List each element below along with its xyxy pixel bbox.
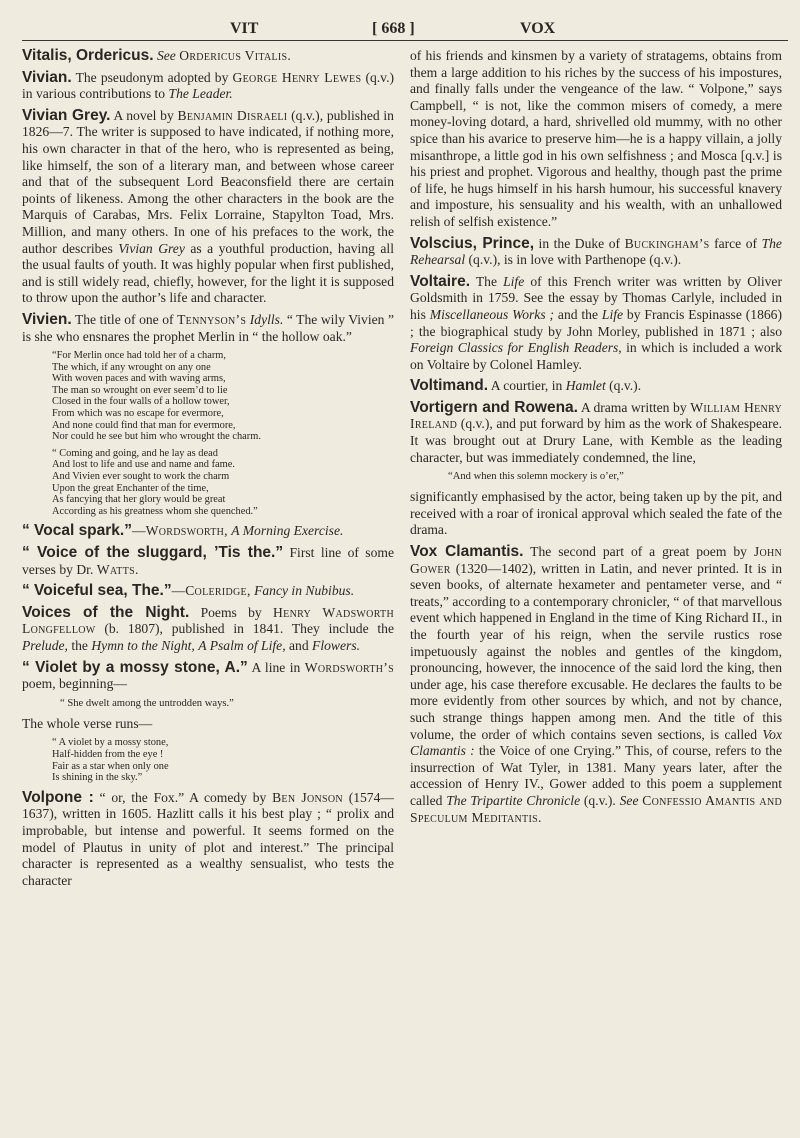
see-label: See [156, 48, 176, 63]
work-title: A Morning Exercise. [231, 523, 344, 539]
entry-volpone-continued: of his friends and kinsmen by a variety of stratagems, obtains from them a large addition to his riches by the success of his impostures, and finally falls under the vengeance of the law. “ Volpone,” says Campbell, “ is not, like the common misers of comedy, a mere money-loving dotard, a hard, shrivelled old mummy, with no other spice than his avarice to preserve him—he is a happy villain, a jolly misanthrope, a little god in his own selfishness ; and Mosca [q.v.] is his priest and prophet. Vigorous and healthy, though past the prime of life, he hugs himself in his harsh humour, his successful knavery and imposture, his sensuality and his wealth, with an unhallowed relish of selfish existence.” [410, 48, 782, 229]
entry-text: A novel by [113, 107, 174, 123]
entry-text: (b. 1807), published in 1841. They include the [104, 621, 394, 637]
author-name: Buckingham’s [624, 235, 710, 251]
verse-line: And Vivien ever sought to work the charm [52, 471, 230, 483]
headword: Voices of the Night. [22, 603, 190, 621]
verse-line: Half-hidden from the eye ! [52, 748, 164, 760]
headword: Vivian. [22, 68, 72, 86]
author-name: Wordsworth, [145, 523, 228, 539]
entry-vitalis [22, 48, 394, 65]
work-title: The Leader. [168, 86, 233, 102]
verse-line: From which was no escape for evermore, [52, 408, 224, 420]
verse-line: The man so wrought on ever seem’d to lie [52, 384, 228, 396]
entry-text: (1574—1637), written in 1605. Hazlitt calls it his best play ; “ prolix and improbable, but intense and powerful. It seems formed on the model of Plautus in unity of plot and interest.” The principal character is represented as a wealthy sensualist, who tests the character [22, 789, 394, 888]
entry-voiceful-sea [22, 583, 394, 600]
entry-violet [22, 660, 394, 693]
headword: “ Vocal spark.” [22, 522, 132, 540]
entry-text: as a youthful production, having all the usual faults of youth. It was highly popular when first published, and is still widely read, chiefly, however, for the light it is supposed to throw upon the author’s life and character. [22, 240, 394, 306]
author-name: Ben Jonson [272, 789, 343, 805]
entry-text: (q.v.), published in 1826—7. The writer is supposed to have indicated, if nothing more, his own character in that of the hero, who is represented as being, like himself, the son of a literary man, and between whose career and that of the subsequent Lord Beaconsfield there are certain points of likeness. Among the other characters in the book are the Marquis of Carabas, Mrs. Felix Lorraine, Stapylton Toad, Mrs. Million, and many others. In one of his prefaces to the work, the author describes [22, 107, 394, 256]
work-title: Fancy in Nubibus. [254, 583, 355, 599]
right-column [410, 48, 782, 831]
headword: Volpone : [22, 788, 94, 806]
verse-line: And none could find that man for evermore, [52, 419, 236, 431]
headword: “ Voice of the sluggard, ’Tis the.” [22, 544, 284, 561]
entry-voltaire [410, 274, 782, 374]
entry-volpone [22, 790, 394, 890]
work-title: Flowers. [312, 637, 361, 653]
work-title: Miscellaneous Works ; [429, 306, 555, 322]
entry-text: and the [557, 306, 599, 322]
verse-line: Fair as a star when only one [52, 760, 169, 772]
entry-text: the [71, 637, 88, 653]
work-title: Prelude, [22, 637, 68, 653]
see-label: See [619, 792, 639, 808]
verse-quotation [52, 350, 394, 517]
entry-text: “ The wily Vivien ” is she who ensnares the prophet Merlin in “ the hollow oak.” [22, 311, 394, 344]
entry-text: The [475, 273, 497, 289]
verse-line: According as his greatness whom she quenched.” [52, 505, 258, 517]
verse-line: The which, if any wrought on any one [52, 361, 211, 373]
dash: — [171, 583, 186, 599]
entry-text: in which is included a work on Voltaire by Colonel Hamley. [410, 340, 782, 372]
entry-voices-night [22, 605, 394, 655]
verse-line: With woven paces and with waving arms, [52, 373, 226, 385]
entry-text: by Francis Espinasse (1866) ; the biographical study by John Morley, published in 1871 ; also [410, 306, 782, 339]
entry-text: A courtier, in [490, 378, 563, 394]
dash: — [131, 523, 146, 539]
work-title: Foreign Classics for English Readers, [410, 340, 622, 356]
entry-text: A drama written by [580, 399, 687, 415]
cross-reference: Confessio Amantis and Speculum Meditantis. [410, 792, 782, 825]
verse-line: Nor could he see but him who wrought the charm. [52, 431, 261, 443]
entry-text: (q.v.). [583, 792, 616, 808]
entry-vivien [22, 312, 394, 345]
running-header [0, 10, 800, 44]
entry-text: significantly emphasised by the actor, being taken up by the pit, and received with a roar of ironical approval which sealed the fate of the drama. [410, 489, 782, 538]
entry-text: the Voice of one Crying.” This, of course, refers to the insurrection of Wat Tyler, in 1381. Many years later, after the accession of Henry IV., Gower added to this poem a supplement called [410, 743, 782, 808]
quoted-line: “And when this solemn mockery is o’er,” [448, 471, 624, 483]
entry-voltimand [410, 378, 782, 395]
work-title: The Rehearsal [410, 235, 782, 268]
author-name: John Gower [410, 544, 783, 576]
author-name: Tennyson’s [177, 311, 247, 327]
work-title: The Tripartite Chronicle [446, 792, 581, 808]
entry-vivian [22, 70, 394, 103]
verse-line: Closed in the four walls of a hollow tower, [52, 396, 230, 408]
author-name: William Henry Ireland [410, 399, 783, 432]
headword: “ Violet by a mossy stone, A.” [22, 658, 248, 676]
entry-text: The whole verse runs— [22, 715, 153, 731]
entry-volscius [410, 236, 782, 269]
entry-text: of this French writer was written by Oliver Goldsmith in 1759. See the essay by Thomas Carlyle, included in his [410, 273, 782, 322]
entry-text: The pseudonym adopted by [75, 69, 229, 85]
author-name: George Henry Lewes [232, 69, 362, 85]
entry-text: (q.v.). [609, 378, 642, 394]
work-title: Idylls. [249, 311, 284, 327]
work-title: Life [503, 273, 525, 289]
entry-text: (q.v.) in various contributions to [22, 69, 394, 102]
entry-text: in the Duke of [538, 235, 621, 251]
page-number: [ 668 ] [372, 20, 415, 37]
verse-line: “ Coming and going, and he lay as dead [52, 447, 218, 459]
headword: Voltimand. [410, 377, 489, 395]
author-name: Wordsworth’s [304, 659, 394, 675]
entry-vocal-spark [22, 523, 394, 540]
author-name: Henry Wadsworth Longfellow [22, 604, 394, 637]
entry-voice-sluggard [22, 545, 394, 578]
entry-text: “ or, the Fox.” A comedy by [99, 789, 267, 805]
verse-quotation [52, 737, 394, 783]
headword: Voltaire. [410, 272, 471, 290]
verse-line: “ A violet by a mossy stone, [52, 737, 169, 749]
verse-line: Is shining in the sky.” [52, 772, 143, 784]
headword: Vortigern and Rowena. [410, 398, 578, 416]
entry-text: (q.v.), is in love with Parthenope (q.v.). [468, 252, 682, 268]
entry-text: poem, beginning— [22, 676, 127, 692]
entry-text: The second part of a great poem by [530, 544, 747, 560]
headword: Vivien. [22, 310, 72, 328]
quoted-line: “ She dwelt among the untrodden ways.” [60, 697, 234, 709]
stanza-1 [52, 350, 394, 443]
work-title: A Psalm of Life, [198, 637, 286, 653]
entry-text: (1320—1402), written in Latin, and never printed. It is in seven books, of alternate hexameter and pentameter verse, and “ treats,” according to a contemporary chronicler, “ of that marvellous event which happened in England in the time of King Richard II., in the fourth year of his reign, when the servile rustics rose impetuously against the nobles and gentles of the kingdom, pronouncing, however, the innocence of the said lord the king, then under age, his case therefore excusable. He declares the faults to be more evidently from other sources by which, and not by chance, such strange things happen among men. And the title of this volume, the order of which contains seven sections, is called [410, 560, 782, 742]
header-left-guide-word: VIT [230, 20, 259, 37]
entry-text: farce of [714, 235, 758, 251]
verse-line: As fancying that her glory would be great [52, 494, 226, 506]
entry-text: and [289, 637, 309, 653]
headword: Vivian Grey. [22, 106, 111, 124]
headword: Vox Clamantis. [410, 543, 524, 561]
entry-vortigern [410, 400, 782, 466]
entry-text: (q.v.), and put forward by him as the work of Shakespeare. It was brought out at Drury Lane, with Kemble as the leading character, but was immediately condemned, the line, [410, 416, 783, 465]
entry-text: Poems by [200, 604, 262, 620]
work-title: Vivian Grey [118, 240, 185, 256]
author-name: Coleridge, [185, 583, 251, 599]
author-name: Benjamin Disraeli [177, 107, 288, 123]
headword: “ Voiceful sea, The.” [22, 582, 172, 600]
header-rule [22, 40, 788, 41]
verse-line: Upon the great Enchanter of the time, [52, 482, 209, 494]
work-title: Vox Clamantis : [410, 726, 782, 759]
entry-vox-clamantis [410, 544, 782, 826]
entry-text: The title of one of [74, 311, 174, 327]
verse-line: “For Merlin once had told her of a charm, [52, 350, 226, 362]
left-column [22, 48, 394, 894]
stanza-2 [52, 448, 394, 518]
work-title: Hamlet [565, 378, 606, 394]
work-title: Life [601, 306, 624, 322]
headword: Volscius, Prince, [410, 234, 535, 252]
header-right-guide-word: VOX [520, 20, 556, 37]
entry-vivian-grey [22, 108, 394, 307]
work-title: Hymn to the Night, [91, 637, 195, 653]
entry-text: A line in [251, 659, 301, 675]
headword: Vitalis, Ordericus. [22, 47, 154, 64]
cross-reference: Ordericus Vitalis. [179, 48, 292, 63]
verse-line: And lost to life and use and name and fame. [52, 459, 235, 471]
author-name: Watts. [96, 561, 139, 577]
entry-text: First line of some verses by Dr. [22, 545, 394, 577]
